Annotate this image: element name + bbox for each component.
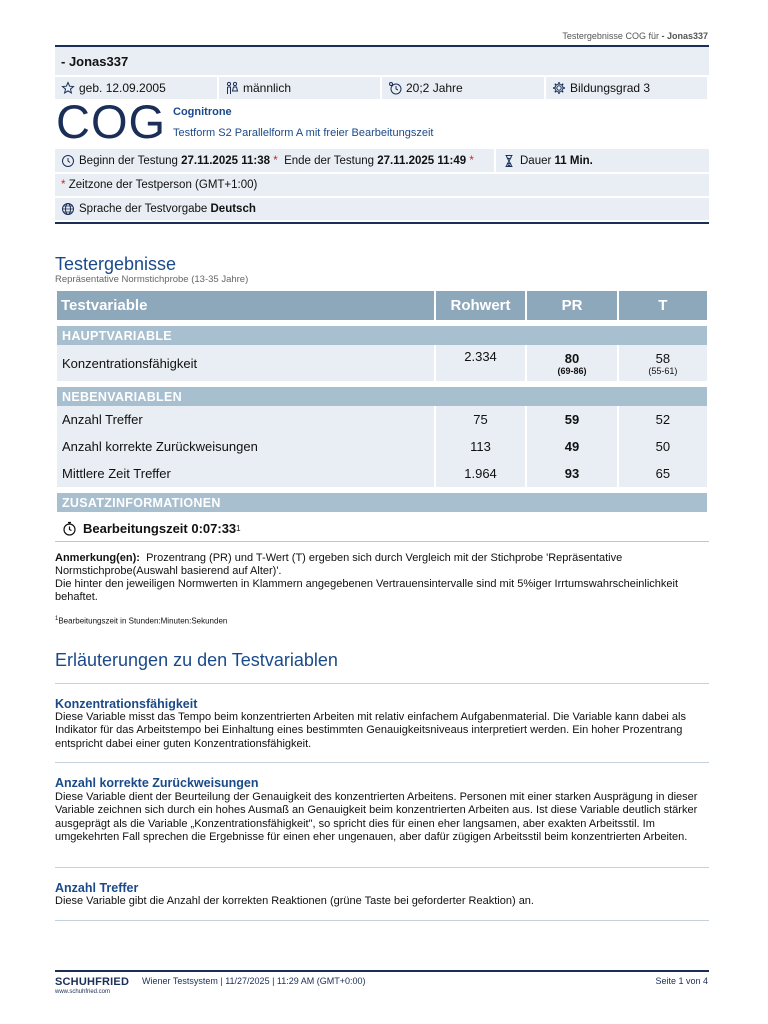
- duration-value: 11 Min.: [554, 154, 593, 167]
- language-row: [55, 198, 709, 220]
- person-info-block: [55, 45, 709, 224]
- language-label: Sprache der Testvorgabe: [79, 203, 208, 215]
- col-t: T: [619, 291, 707, 320]
- col-testvariable: Testvariable: [57, 291, 434, 320]
- table-row: [57, 406, 707, 433]
- divider: [55, 683, 709, 684]
- table-row: [57, 460, 707, 487]
- side-var-raw: 1.964: [436, 460, 526, 487]
- category-extra: [57, 493, 707, 512]
- globe-icon: [61, 202, 75, 216]
- main-var-pr-cell: [527, 345, 616, 381]
- side-var-pr: 93: [527, 460, 616, 487]
- test-form: Testform S2 Parallelform A mit freier Bearbeitungszeit: [173, 127, 434, 139]
- brand-logo: SCHUHFRIED: [55, 976, 130, 988]
- footnote-sup: 1: [55, 616, 59, 622]
- main-var-t-cell: [619, 345, 707, 381]
- side-var-t: 52: [619, 406, 707, 433]
- explanations-title: Erläuterungen zu den Testvariablen: [55, 650, 338, 670]
- notes-block: [55, 552, 709, 604]
- col-pr: PR: [527, 291, 616, 320]
- side-var-raw: 75: [436, 406, 526, 433]
- gender-icon: [225, 81, 239, 95]
- clock-icon: [61, 154, 75, 168]
- end-label: Ende der Testung: [284, 154, 375, 167]
- timezone-row: [55, 174, 709, 196]
- category-side: [57, 387, 707, 406]
- age-clock-icon: [388, 81, 402, 95]
- main-var-t: 58: [655, 351, 671, 366]
- footnote-text: Bearbeitungszeit in Stunden:Minuten:Sekunden: [58, 616, 228, 626]
- category-main-label: HAUPTVARIABLE: [57, 326, 707, 345]
- end-asterisk: *: [469, 154, 474, 167]
- person-name: - Jonas337: [55, 47, 709, 75]
- main-var-pr: 80: [564, 351, 580, 366]
- col-rohwert: Rohwert: [436, 291, 526, 320]
- test-period-cell: [55, 149, 494, 172]
- explanation-text: Diese Variable gibt die Anzahl der korrekten Reaktionen (grüne Taste bei geforderter Reaktion) an.: [55, 895, 534, 907]
- side-var-name: Anzahl Treffer: [57, 406, 434, 433]
- birth-date: geb. 12.09.2005: [79, 81, 166, 95]
- notes-text-1: Prozentrang (PR) und T-Wert (T) ergeben sich durch Vergleich mit der Stichprobe 'Repräsentative Normstichprobe(Auswahl basierend auf Alter)'.: [55, 552, 623, 577]
- results-title: Testergebnisse: [55, 254, 177, 274]
- table-row: [57, 345, 707, 381]
- timezone-asterisk: *: [61, 179, 66, 191]
- duration-cell: [496, 149, 709, 172]
- start-value: 27.11.2025 11:38: [181, 154, 270, 167]
- side-var-t: 50: [619, 433, 707, 460]
- education: Bildungsgrad 3: [570, 81, 651, 95]
- gear-icon: [552, 81, 566, 95]
- processing-time: [55, 515, 709, 542]
- side-var-pr: 49: [527, 433, 616, 460]
- notes-label: Anmerkung(en):: [55, 552, 140, 564]
- test-time-row: [55, 149, 709, 172]
- category-side-label: NEBENVARIABLEN: [57, 387, 707, 406]
- main-var-raw: 2.334: [436, 345, 526, 381]
- explanation-text: Diese Variable misst das Tempo beim konzentrierten Arbeiten mit relativ einfachem Aufgabenmaterial. Die Variable kann dabei als Indikator für das Arbeitstempo bei Einhaltung eines bestimmten Genauigkeitsniveaus interpretiert werden. Ein hoher Prozentrang entspricht dabei einer guten Konzentrationsfähigkeit.: [55, 711, 686, 750]
- header-topline-prefix: Testergebnisse COG für: [562, 31, 659, 41]
- explanation-title: Anzahl korrekte Zurückweisungen: [55, 776, 259, 790]
- results-header-row: [57, 291, 707, 320]
- star-icon: [61, 81, 75, 95]
- page-number: Seite 1 von 4: [655, 976, 708, 986]
- brand-url: www.schuhfried.com: [55, 989, 111, 995]
- start-label: Beginn der Testung: [79, 154, 178, 167]
- side-var-raw: 113: [436, 433, 526, 460]
- language-value: Deutsch: [210, 203, 256, 215]
- explanation-title: Anzahl Treffer: [55, 881, 139, 895]
- header-topline-name: - Jonas337: [661, 31, 708, 41]
- category-main: [57, 326, 707, 345]
- results-table: [55, 291, 709, 512]
- gender: männlich: [243, 81, 292, 95]
- start-asterisk: *: [273, 154, 278, 167]
- side-var-name: Anzahl korrekte Zurückweisungen: [57, 433, 434, 460]
- processing-time-text: Bearbeitungszeit 0:07:33: [83, 520, 237, 536]
- side-var-pr: 59: [527, 406, 616, 433]
- main-var-t-ci: (55-61): [648, 366, 678, 376]
- header-topline: [562, 31, 708, 41]
- footer-divider: [55, 970, 709, 972]
- category-extra-label: ZUSATZINFORMATIONEN: [57, 493, 707, 512]
- notes-text-2: Die hinter den jeweiligen Normwerten in Klammern angegebenen Vertrauensintervalle sind mit 5%iger Irrtumswahrscheinlichkeit behaftet.: [55, 578, 679, 603]
- timezone: Zeitzone der Testperson (GMT+1:00): [68, 179, 258, 191]
- explanation-title: Konzentrationsfähigkeit: [55, 697, 198, 711]
- processing-time-sup: 1: [236, 523, 241, 533]
- footer-system-info: Wiener Testsystem | 11/27/2025 | 11:29 AM (GMT+0:00): [142, 976, 366, 986]
- divider: [55, 762, 709, 763]
- end-value: 27.11.2025 11:49: [377, 154, 467, 167]
- gender-cell: [219, 77, 380, 99]
- age: 20;2 Jahre: [406, 81, 463, 95]
- side-var-t: 65: [619, 460, 707, 487]
- stopwatch-icon: [62, 521, 77, 536]
- divider: [55, 920, 709, 921]
- education-cell: [546, 77, 707, 99]
- main-var-pr-ci: (69-86): [557, 366, 587, 376]
- test-name: Cognitrone: [173, 106, 232, 118]
- age-cell: [382, 77, 544, 99]
- main-var-name: Konzentrationsfähigkeit: [57, 345, 434, 381]
- divider: [55, 867, 709, 868]
- footnote: [55, 616, 227, 626]
- test-logo-row: [55, 95, 709, 148]
- test-logo: COG: [56, 95, 167, 148]
- table-row: [57, 433, 707, 460]
- explanation-text: Diese Variable dient der Beurteilung der Genauigkeit des konzentrierten Arbeitens. Personen mit einer starken Ausprägung in dieser Variable zeichnen sich durch ein hohes Ausmaß an Genauigkeit beim konzentrierten Arbeiten aus. Ist diese Variable deutlich stärker ausgeprägt als die Variable „Konzentrationsfähigkeit", so spricht dies für einen eher langsamen, aber exakten Arbeitsstil. Im umgekehrten Fall sprechen die Ergebnisse für einen eher ungenauen, aber dafür zügigen Arbeitsstil beim konzentrierten Arbeiten.: [55, 791, 698, 843]
- side-var-name: Mittlere Zeit Treffer: [57, 460, 434, 487]
- results-subtitle: Repräsentative Normstichprobe (13-35 Jahre): [55, 274, 249, 285]
- hourglass-icon: [502, 154, 516, 168]
- duration-label: Dauer: [520, 154, 552, 167]
